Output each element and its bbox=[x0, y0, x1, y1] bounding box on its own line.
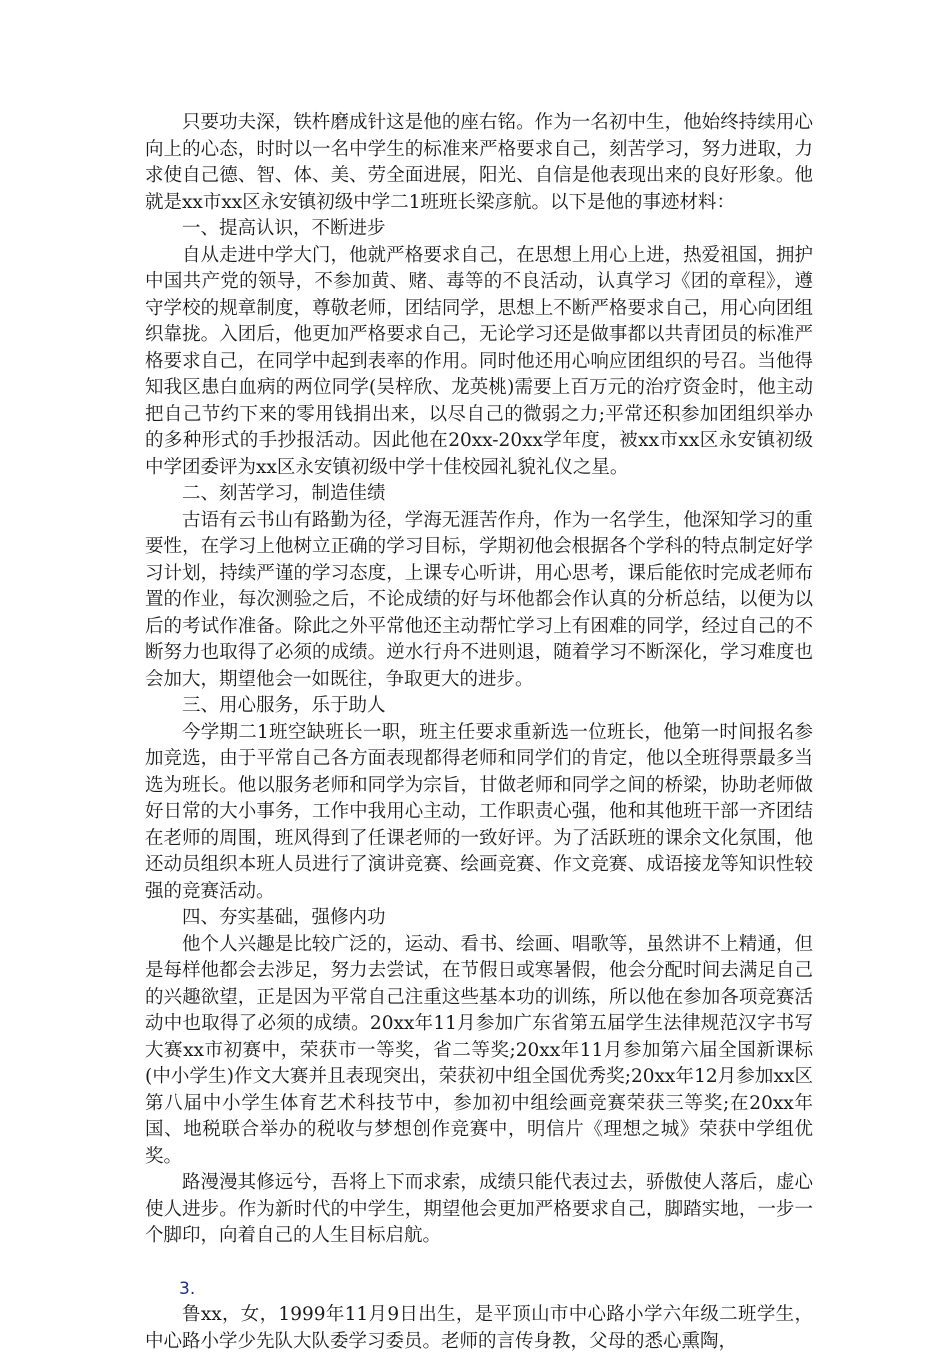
list-number-marker: 3. bbox=[179, 1278, 196, 1299]
document-page bbox=[145, 110, 813, 1355]
section-heading-4: 四、夯实基础，强修内功 bbox=[182, 907, 386, 928]
section-body-2: 古语有云书山有路勤为径，学海无涯苦作舟，作为一名学生，他深知学习的重要性，在学习上他树立正确的学习目标，学期初他会根据各个学科的特点制定好学习计划，持续严谨的学习态度，上课专心听讲，用心思考，课后能依时完成老师布置的作业，每次测验之后，不论成绩的好与坏他都会作认真的分析总结，以便为以后的考试作准备。除此之外平常他还主动帮忙学习上有困难的同学，经过自己的不断努力也取得了必须的成绩。逆水行舟不进则退，随着学习不断深化，学习难度也会加大，期望他会一如既往，争取更大的进步。 bbox=[145, 509, 813, 690]
section-heading-3: 三、用心服务，乐于助人 bbox=[182, 695, 386, 716]
section-heading-1: 一、提高认识，不断进步 bbox=[182, 218, 386, 239]
section-body-4: 他个人兴趣是比较广泛的，运动、看书、绘画、唱歌等，虽然讲不上精通，但是每样他都会去涉足，努力去尝试，在节假日或寒暑假，他会分配时间去满足自己的兴趣欲望，正是因为平常自己注重这些基本功的训练，所以他在参加各项竞赛活动中也取得了必须的成绩。20xx年11月参加广东省第五届学生法律规范汉字书写大赛xx市初赛中，荣获市一等奖，省二等奖;20xx年11月参加第六届全国新课标(中小学生)作文大赛并且表现突出，荣获初中组全国优秀奖;20xx年12月参加xx区第八届中小学生体育艺术科技节中，参加初中组绘画竞赛荣获三等奖;在20xx年国、地税联合举办的税收与梦想创作竞赛中，明信片《理想之城》荣获中学组优奖。 bbox=[145, 933, 813, 1167]
next-intro-paragraph: 鲁xx，女，1999年11月9日出生，是平顶山市中心路小学六年级二班学生，中心路小学少先队大队委学习委员。老师的言传身教，父母的悉心熏陶， bbox=[145, 1304, 813, 1352]
section-body-1: 自从走进中学大门，他就严格要求自己，在思想上用心上进，热爱祖国，拥护中国共产党的领导，不参加黄、赌、毒等的不良活动，认真学习《团的章程》，遵守学校的规章制度，尊敬老师，团结同学，思想上不断严格要求自己，用心向团组织靠拢。入团后，他更加严格要求自己，无论学习还是做事都以共青团员的标准严格要求自己，在同学中起到表率的作用。同时他还用心响应团组织的号召。当他得知我区患白血病的两位同学(吴梓欣、龙英桃)需要上百万元的治疗资金时，他主动把自己节约下来的零用钱捐出来，以尽自己的微弱之力;平常还积参加团组织举办的多种形式的手抄报活动。因此他在20xx-20xx学年度，被xx市xx区永安镇初级中学团委评为xx区永安镇初级中学十佳校园礼貌礼仪之星。 bbox=[145, 244, 813, 478]
closing-paragraph: 路漫漫其修远兮，吾将上下而求索，成绩只能代表过去，骄傲使人落后，虚心使人进步。作为新时代的中学生，期望他会更加严格要求自己，脚踏实地，一步一个脚印，向着自己的人生目标启航。 bbox=[145, 1172, 813, 1246]
intro-paragraph: 只要功夫深，铁杵磨成针这是他的座右铭。作为一名初中生，他始终持续用心向上的心态，时时以一名中学生的标准来严格要求自己，刻苦学习，努力进取，力求使自己德、智、体、美、劳全面进展，阳光、自信是他表现出来的良好形象。他就是xx市xx区永安镇初级中学二1班班长梁彦航。以下是他的事迹材料： bbox=[145, 112, 813, 213]
paragraph-gap bbox=[145, 1250, 813, 1276]
section-body-3: 今学期二1班空缺班长一职，班主任要求重新选一位班长，他第一时间报名参加竞选，由于平常自己各方面表现都得老师和同学们的肯定，他以全班得票最多当选为班长。他以服务老师和同学为宗旨，甘做老师和同学之间的桥梁，协助老师做好日常的大小事务，工作中我用心主动，工作职责心强，他和其他班干部一齐团结在老师的周围，班风得到了任课老师的一致好评。为了活跃班的课余文化氛围，他还动员组织本班人员进行了演讲竞赛、绘画竞赛、作文竞赛、成语接龙等知识性较强的竞赛活动。 bbox=[145, 721, 813, 902]
section-heading-2: 二、刻苦学习，制造佳绩 bbox=[182, 483, 386, 504]
